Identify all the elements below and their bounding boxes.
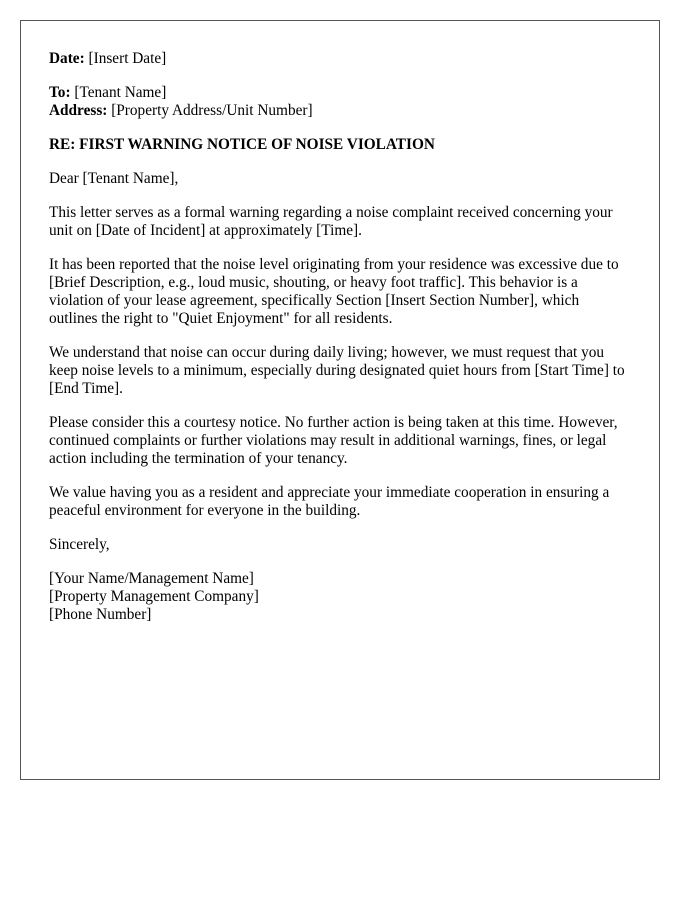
address-value: [Property Address/Unit Number]	[111, 102, 313, 119]
paragraph-4: Please consider this a courtesy notice. No further action is being taken at this time. However, continued complaints or further violations may result in additional warnings, fines, or legal action including the termination of your tenancy.	[49, 414, 618, 467]
signature-block	[49, 570, 631, 624]
date-value: [Insert Date]	[88, 50, 167, 67]
signature-phone: [Phone Number]	[49, 606, 152, 623]
address-label: Address:	[49, 102, 108, 119]
salutation: Dear [Tenant Name],	[49, 170, 179, 187]
signature-name: [Your Name/Management Name]	[49, 570, 254, 587]
recipient-block	[49, 84, 631, 120]
address-line	[49, 102, 631, 120]
subject-line: RE: FIRST WARNING NOTICE OF NOISE VIOLATION	[49, 136, 435, 153]
paragraph-5: We value having you as a resident and appreciate your immediate cooperation in ensuring a peaceful environment for everyone in the building.	[49, 484, 610, 519]
closing: Sincerely,	[49, 536, 110, 553]
date-label: Date:	[49, 50, 85, 67]
to-value: [Tenant Name]	[74, 84, 167, 101]
letter-page	[20, 20, 660, 780]
paragraph-1: This letter serves as a formal warning regarding a noise complaint received concerning your unit on [Date of Incident] at approximately [Time].	[49, 204, 613, 239]
to-line	[49, 84, 631, 102]
paragraph-2: It has been reported that the noise level originating from your residence was excessive due to [Brief Description, e.g., loud music, shouting, or heavy foot traffic]. This behavior is a violation of your lease agreement, specifically Section [Insert Section Number], which outlines the right to "Quiet Enjoyment" for all residents.	[49, 256, 619, 327]
paragraph-3: We understand that noise can occur during daily living; however, we must request that you keep noise levels to a minimum, especially during designated quiet hours from [Start Time] to [End Time].	[49, 344, 625, 397]
date-line	[49, 50, 631, 68]
signature-company: [Property Management Company]	[49, 588, 259, 605]
to-label: To:	[49, 84, 71, 101]
